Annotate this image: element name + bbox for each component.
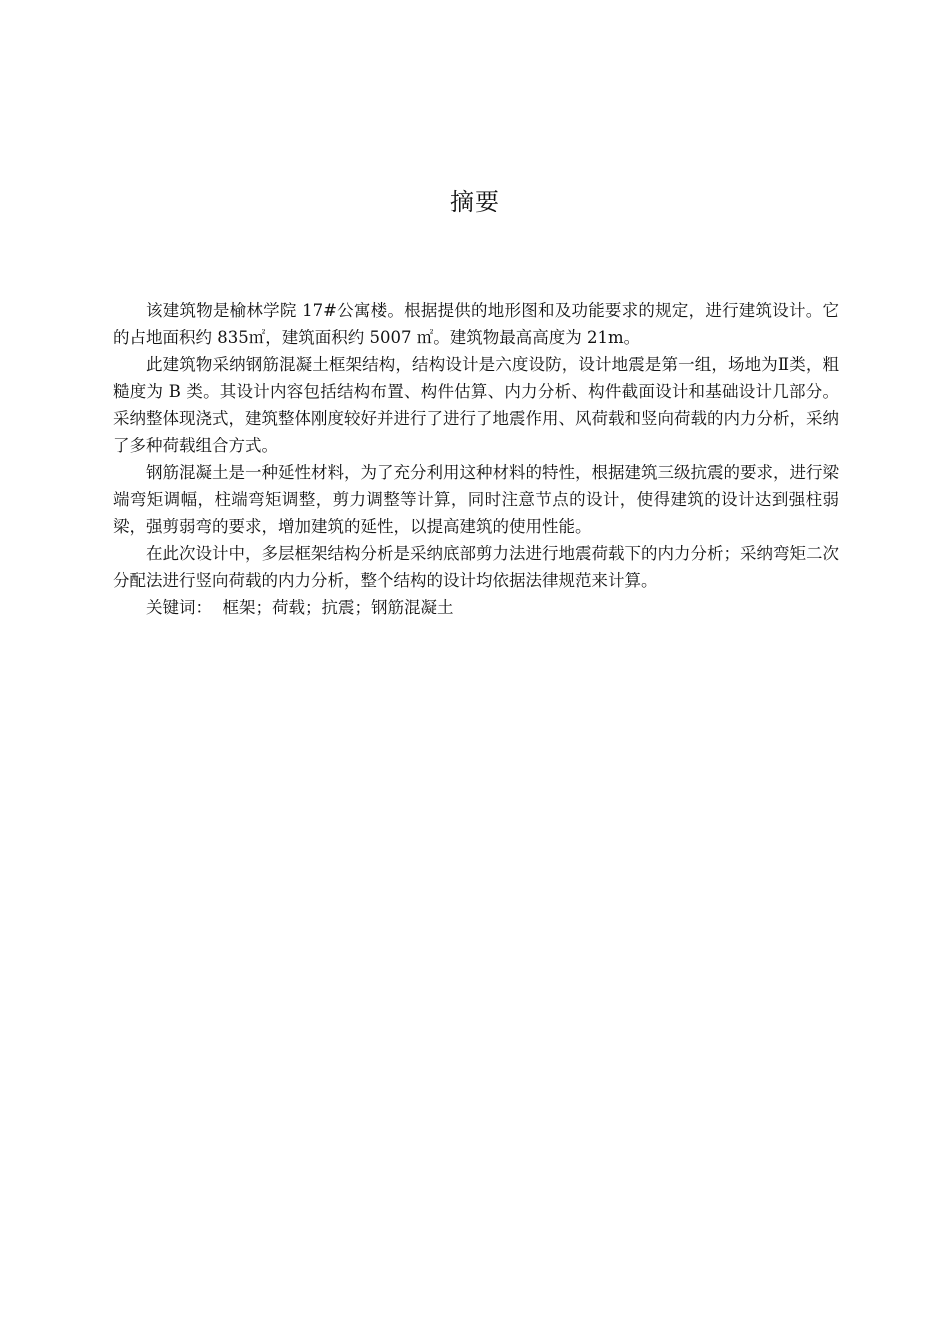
keywords-line xyxy=(113,594,839,621)
keywords-terms: 框架；荷载；抗震；钢筋混凝土 xyxy=(222,598,454,617)
abstract-paragraph-2: 此建筑物采纳钢筋混凝土框架结构，结构设计是六度设防，设计地震是第一组，场地为Ⅱ类，粗糙度为 B 类。其设计内容包括结构布置、构件估算、内力分析、构件截面设计和基础设计几部分。采纳整体现浇式，建筑整体刚度较好并进行了进行了地震作用、风荷载和竖向荷载的内力分析，采纳了多种荷载组合方式。 xyxy=(113,355,839,455)
abstract-body xyxy=(113,297,839,621)
abstract-paragraph-3: 钢筋混凝土是一种延性材料，为了充分利用这种材料的特性，根据建筑三级抗震的要求，进行梁端弯矩调幅，柱端弯矩调整，剪力调整等计算，同时注意节点的设计，使得建筑的设计达到强柱弱梁，强剪弱弯的要求，增加建筑的延性，以提高建筑的使用性能。 xyxy=(113,463,839,536)
keywords-label: 关键词： xyxy=(146,598,212,617)
abstract-paragraph-4: 在此次设计中，多层框架结构分析是采纳底部剪力法进行地震荷载下的内力分析；采纳弯矩二次分配法进行竖向荷载的内力分析，整个结构的设计均依据法律规范来计算。 xyxy=(113,544,839,590)
abstract-paragraph-1: 该建筑物是榆林学院 17#公寓楼。根据提供的地形图和及功能要求的规定，进行建筑设计。它的占地面积约 835㎡，建筑面积约 5007 ㎡。建筑物最高高度为 21m。 xyxy=(113,301,839,347)
page-title: 摘要 xyxy=(450,188,500,216)
